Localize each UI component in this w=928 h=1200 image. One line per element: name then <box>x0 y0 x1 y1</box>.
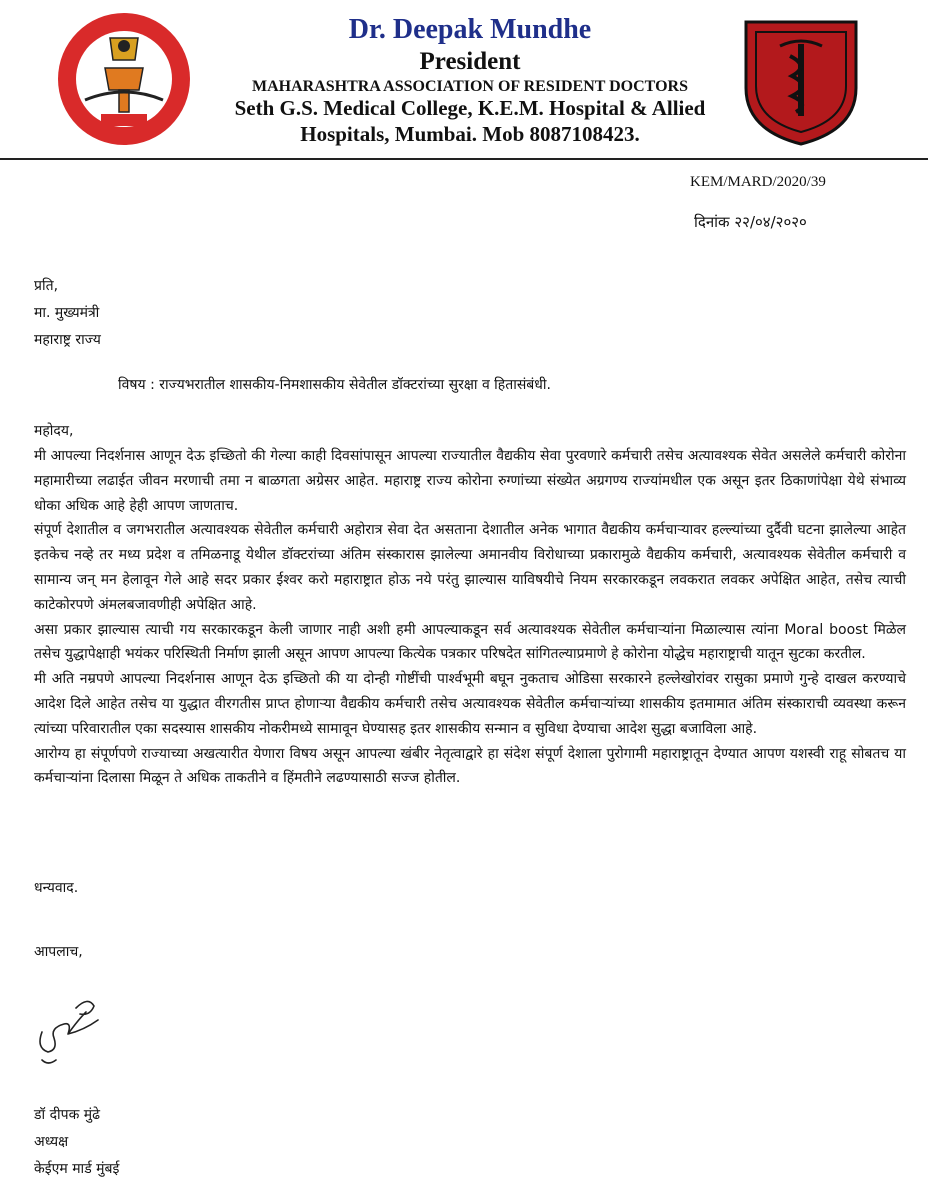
salutation: महोदय, <box>34 423 74 439</box>
signer-name: डॉ दीपक मुंढे <box>34 1107 101 1123</box>
institution-line-1: Seth G.S. Medical College, K.E.M. Hospital & Allied <box>234 96 706 120</box>
organization-name: MAHARASHTRA ASSOCIATION OF RESIDENT DOCTORS <box>252 78 688 95</box>
recipient-prefix: प्रति, <box>34 278 59 294</box>
institution-line-2: Hospitals, Mumbai. Mob 8087108423. <box>300 122 640 146</box>
letter-body <box>34 444 906 791</box>
president-title: President <box>419 48 521 75</box>
paragraph: मी अति नम्रपणे आपल्या निदर्शनास आणून देऊ इच्छितो की या दोन्ही गोष्टींची पार्श्वभूमी बघून नुकताच ओडिसा सरकारने हल्लेखोरांवर रासुका प्रमाणे गुन्हे दाखल करण्याचे आदेश दिले आहेत तसेच या युद्धात वीरगतीस प्राप्त होणाऱ्या वैद्यकीय कर्मचारी तसेच अत्यावश्यक सेवेतील कर्मचाऱ्यांच्या शासकीय इतमामात अंतिम संस्काराची व्यवस्था करून त्यांच्या परिवारातील एका सदस्यास शासकीय नोकरीमध्ये सामावून घेण्यासह इतर शासकीय सन्मान व सुविधा देण्याचा आदेश सुद्धा बजाविला आहे. <box>34 671 906 737</box>
handwritten-signature <box>28 990 118 1070</box>
letterhead <box>0 0 928 158</box>
letter-subject: विषय : राज्यभरातील शासकीय-निमशासकीय सेवेतील डॉक्टरांच्या सुरक्षा व हितासंबंधी. <box>118 377 551 393</box>
paragraph: संपूर्ण देशातील व जगभरातील अत्यावश्यक सेवेतील कर्मचारी अहोरात्र सेवा देत असताना देशातील अनेक भागात वैद्यकीय कर्मचाऱ्यावर हल्ल्यांच्या दुर्दैवी घटना झालेल्या आहेत इतकेच नव्हे तर मध्य प्रदेश व तमिळनाडू येथील डॉक्टरांच्या अंतिम संस्कारास झालेल्या अमानवीय विरोधाच्या प्रकारामुळे वैद्यकीय कर्मचारी, अत्यावश्यक सेवेतील कर्मचारी व सामान्य जन् मन हेलावून गेले आहे सदर प्रकार ईश्वर करो महाराष्ट्रात होऊ नये परंतु झाल्यास याविषयीचे नियम सरकारकडून लवकरात लवकर अपेक्षित आहेत, तसेच त्याची काटेकोरपणे अंमलबजावणीही अपेक्षित आहे. <box>34 522 906 613</box>
paragraph: आरोग्य हा संपूर्णपणे राज्याच्या अखत्यारीत येणारा विषय असून आपल्या खंबीर नेतृत्वाद्वारे हा संदेश संपूर्ण देशाला पुरोगामी महाराष्ट्रातून देण्यात आपण यशस्वी राहू सोबतच या कर्मचाऱ्यांना दिलासा मिळून ते अधिक ताकतीने व हिंमतीने लढण्यासाठी सज्ज होतील. <box>34 745 906 787</box>
reference-number: KEM/MARD/2020/39 <box>690 174 826 190</box>
recipient-line-2: महाराष्ट्र राज्य <box>34 332 101 348</box>
closing-yours: आपलाच, <box>34 944 83 960</box>
recipient-line-1: मा. मुख्यमंत्री <box>34 305 100 321</box>
president-name: Dr. Deepak Mundhe <box>348 14 592 45</box>
gsmc-kemh-crest <box>740 18 862 146</box>
paragraph: मी आपल्या निदर्शनास आणून देऊ इच्छितो की गेल्या काही दिवसांपासून आपल्या राज्यातील वैद्यकीय सेवा पुरवणारे कर्मचारी तसेच अत्यावश्यक सेवेत असलेले कर्मचारी कोरोना महामारीच्या लढाईत जीवन मरणाची तमा न बाळगता अग्रेसर आहेत. महाराष्ट्र राज्य कोरोना रुग्णांच्या संख्येत अग्रगण्य राज्यांमधील एक असून इतर ठिकाणांपेक्षा येथे संभाव्य धोका अधिक आहे हेही आपण जाणताच. <box>34 448 906 514</box>
signer-title: अध्यक्ष <box>34 1134 69 1150</box>
signer-organization: केईएम मार्ड मुंबई <box>34 1161 120 1177</box>
mard-logo <box>55 10 193 148</box>
closing-thanks: धन्यवाद. <box>34 880 79 896</box>
header-divider <box>0 158 928 160</box>
letter-date: दिनांक २२/०४/२०२० <box>694 213 807 231</box>
paragraph: असा प्रकार झाल्यास त्याची गय सरकारकडून केली जाणार नाही अशी हमी आपल्याकडून सर्व अत्यावश्यक सेवेतील कर्मचाऱ्यांना मिळाल्यास त्यांना Moral boost मिळेल तसेच युद्धापेक्षाही भयंकर परिस्थिती निर्माण झाली असून आपण आपल्या कित्येक पत्रकार परिषदेत सांगितल्याप्रमाणे हे कोरोना योद्धेच महाराष्ट्राची यातून सुटका करतील. <box>34 621 906 663</box>
